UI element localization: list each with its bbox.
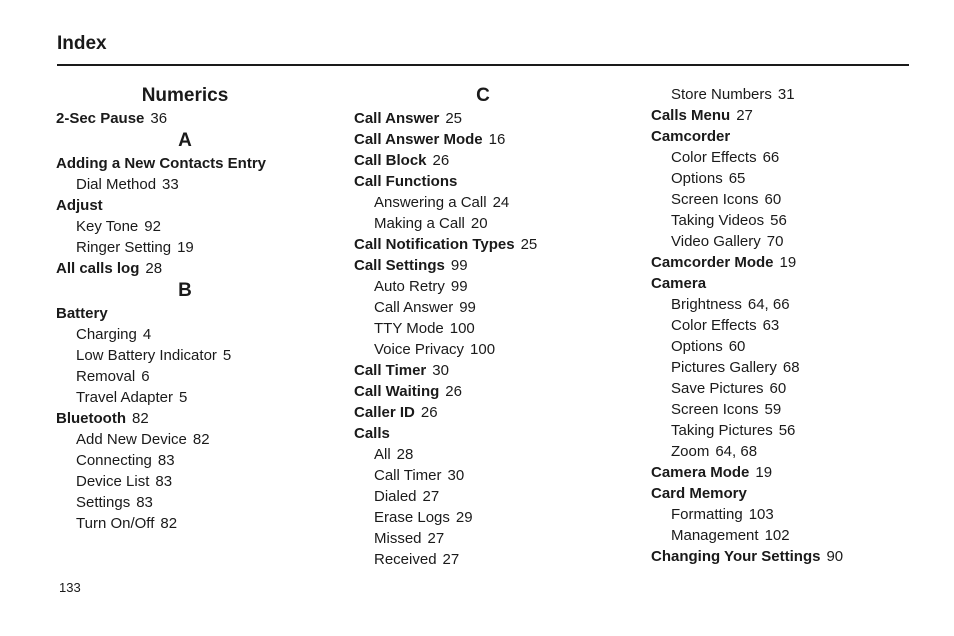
index-entry <box>651 483 941 504</box>
index-subentry <box>651 399 941 420</box>
index-term: Charging <box>76 326 137 343</box>
index-page-ref: 28 <box>396 446 414 463</box>
index-entry <box>354 150 644 171</box>
index-entry <box>354 402 644 423</box>
index-term: Voice Privacy <box>374 341 465 358</box>
index-entry <box>354 129 644 150</box>
index-term: Making a Call <box>374 215 465 232</box>
index-term: All <box>374 446 391 463</box>
index-page-ref: 29 <box>455 509 473 526</box>
index-subentry <box>354 549 644 570</box>
index-subentry <box>56 429 346 450</box>
index-term: Zoom <box>671 443 710 460</box>
index-page-ref: 102 <box>764 527 790 544</box>
index-term: Dial Method <box>76 176 157 193</box>
index-page-ref: 16 <box>488 131 506 148</box>
index-term: Color Effects <box>671 317 757 334</box>
index-section-heading: C <box>476 85 490 106</box>
index-entry <box>56 108 346 129</box>
index-term: Call Timer <box>374 467 442 484</box>
index-subentry <box>56 174 346 195</box>
index-section-heading: A <box>178 130 192 151</box>
index-term: Call Waiting <box>354 383 440 400</box>
header-rule <box>57 64 909 66</box>
index-term: Call Notification Types <box>354 236 515 253</box>
index-term: Removal <box>76 368 136 385</box>
index-page-ref: 33 <box>162 176 179 193</box>
index-subentry <box>651 315 941 336</box>
index-page-ref: 6 <box>141 368 150 385</box>
index-subentry <box>56 216 346 237</box>
index-page-ref: 27 <box>422 488 440 505</box>
index-page-ref: 60 <box>764 191 782 208</box>
index-term: Key Tone <box>76 218 139 235</box>
index-subentry <box>56 324 346 345</box>
index-page-ref: 26 <box>445 383 462 400</box>
index-subentry <box>651 336 941 357</box>
index-page-ref: 30 <box>432 362 449 379</box>
index-subentry <box>651 420 941 441</box>
index-term: Color Effects <box>671 149 757 166</box>
index-subentry <box>354 213 644 234</box>
index-term: Pictures Gallery <box>671 359 777 376</box>
index-term: Taking Videos <box>671 212 765 229</box>
index-page-ref: 82 <box>131 410 149 427</box>
index-term: Battery <box>56 305 108 322</box>
index-term: Camera Mode <box>651 464 750 481</box>
index-subentry <box>651 357 941 378</box>
index-subentry <box>354 465 644 486</box>
index-term: Screen Icons <box>671 401 759 418</box>
index-page-ref: 24 <box>492 194 510 211</box>
index-entry <box>651 273 941 294</box>
index-subentry <box>56 492 346 513</box>
index-entry <box>56 408 346 429</box>
index-column-1 <box>56 84 346 534</box>
index-page-ref: 30 <box>447 467 465 484</box>
index-term: Changing Your Settings <box>651 548 821 565</box>
index-page-ref: 100 <box>449 320 475 337</box>
index-term: Call Block <box>354 152 427 169</box>
index-subentry <box>651 168 941 189</box>
index-page-ref: 82 <box>192 431 210 448</box>
index-page-ref: 5 <box>222 347 232 364</box>
index-entry <box>354 381 644 402</box>
index-page-ref: 70 <box>766 233 784 250</box>
index-term: Dialed <box>374 488 417 505</box>
index-subentry <box>354 318 644 339</box>
index-term: Connecting <box>76 452 152 469</box>
index-page-ref: 60 <box>769 380 787 397</box>
index-term: Calls <box>354 425 390 442</box>
index-entry <box>354 360 644 381</box>
index-page-ref: 65 <box>728 170 746 187</box>
index-term: Ringer Setting <box>76 239 172 256</box>
page-number: 133 <box>59 580 81 595</box>
index-term: Camera <box>651 275 707 292</box>
index-page-ref: 27 <box>442 551 460 568</box>
index-subentry <box>354 486 644 507</box>
index-page-ref: 60 <box>728 338 746 355</box>
index-subentry <box>651 525 941 546</box>
index-subentry <box>56 237 346 258</box>
index-term: Adjust <box>56 197 103 214</box>
index-term: Store Numbers <box>671 86 772 103</box>
index-entry <box>651 105 941 126</box>
index-page-ref: 92 <box>144 218 161 235</box>
index-page-ref: 27 <box>427 530 445 547</box>
index-subentry <box>354 528 644 549</box>
index-subentry <box>56 450 346 471</box>
index-term: Formatting <box>671 506 743 523</box>
index-entry <box>354 108 644 129</box>
index-subentry <box>354 297 644 318</box>
index-entry <box>56 258 346 279</box>
index-term: Options <box>671 170 723 187</box>
index-subentry <box>56 387 346 408</box>
index-subentry <box>651 84 941 105</box>
index-term: Card Memory <box>651 485 747 502</box>
index-page-ref: 26 <box>420 404 438 421</box>
index-term: Call Timer <box>354 362 427 379</box>
index-term: Low Battery Indicator <box>76 347 217 364</box>
index-subentry <box>56 471 346 492</box>
index-page-ref: 64, 68 <box>715 443 758 460</box>
index-page-ref: 68 <box>782 359 800 376</box>
index-page-ref: 66 <box>762 149 780 166</box>
index-term: Call Answer <box>374 299 454 316</box>
index-subentry <box>354 507 644 528</box>
index-term: All calls log <box>56 260 140 277</box>
index-term: Answering a Call <box>374 194 487 211</box>
index-column-3 <box>651 84 941 567</box>
index-page-ref: 63 <box>762 317 780 334</box>
index-page-ref: 90 <box>826 548 844 565</box>
index-page-ref: 27 <box>736 107 753 124</box>
index-page-ref: 83 <box>136 494 153 511</box>
index-subentry <box>354 192 644 213</box>
index-term: Settings <box>76 494 131 511</box>
index-term: Camcorder Mode <box>651 254 774 271</box>
index-term: Video Gallery <box>671 233 761 250</box>
index-term: Brightness <box>671 296 742 313</box>
index-term: Turn On/Off <box>76 515 155 532</box>
index-page-ref: 31 <box>777 86 795 103</box>
index-subentry <box>651 441 941 462</box>
index-subentry <box>651 504 941 525</box>
index-subentry <box>354 444 644 465</box>
index-page-ref: 83 <box>155 473 173 490</box>
index-subentry <box>56 366 346 387</box>
page-title: Index <box>57 33 107 54</box>
index-term: Bluetooth <box>56 410 126 427</box>
index-subentry <box>651 189 941 210</box>
index-entry <box>354 423 644 444</box>
index-subentry <box>56 513 346 534</box>
index-entry <box>56 153 346 174</box>
index-entry <box>354 171 644 192</box>
index-page-ref: 5 <box>179 389 188 406</box>
index-term: Auto Retry <box>374 278 445 295</box>
index-page-ref: 19 <box>177 239 194 256</box>
index-entry <box>354 255 644 276</box>
index-page-ref: 4 <box>142 326 152 343</box>
index-page-ref: 103 <box>748 506 774 523</box>
index-term: Call Functions <box>354 173 458 190</box>
index-term: Call Answer <box>354 110 440 127</box>
index-term: Taking Pictures <box>671 422 773 439</box>
index-term: 2-Sec Pause <box>56 110 145 127</box>
index-term: Caller ID <box>354 404 415 421</box>
index-page-ref: 59 <box>764 401 782 418</box>
index-term: Screen Icons <box>671 191 759 208</box>
index-term: Management <box>671 527 759 544</box>
index-subentry <box>651 294 941 315</box>
index-term: Camcorder <box>651 128 731 145</box>
index-term: Options <box>671 338 723 355</box>
index-column-2 <box>354 84 644 570</box>
index-term: Save Pictures <box>671 380 764 397</box>
index-page-ref: 28 <box>145 260 163 277</box>
index-term: Calls Menu <box>651 107 731 124</box>
index-subentry <box>354 339 644 360</box>
index-entry <box>651 462 941 483</box>
index-page-ref: 20 <box>470 215 488 232</box>
index-entry <box>56 195 346 216</box>
index-subentry <box>651 231 941 252</box>
index-term: Call Settings <box>354 257 445 274</box>
index-term: Erase Logs <box>374 509 450 526</box>
index-page-ref: 25 <box>445 110 462 127</box>
index-term: Device List <box>76 473 150 490</box>
index-subentry <box>651 378 941 399</box>
index-subentry <box>651 147 941 168</box>
index-page-ref: 99 <box>450 278 468 295</box>
index-term: Travel Adapter <box>76 389 173 406</box>
index-page-ref: 82 <box>160 515 178 532</box>
index-term: Add New Device <box>76 431 187 448</box>
index-term: TTY Mode <box>374 320 444 337</box>
index-page-ref: 25 <box>520 236 538 253</box>
index-page-ref: 99 <box>450 257 468 274</box>
index-page-ref: 83 <box>157 452 175 469</box>
index-page-ref: 19 <box>779 254 797 271</box>
index-page-ref: 26 <box>432 152 450 169</box>
index-subentry <box>354 276 644 297</box>
index-page-ref: 64, 66 <box>747 296 790 313</box>
index-page-ref: 100 <box>470 341 496 358</box>
index-term: Missed <box>374 530 422 547</box>
index-page-ref: 36 <box>150 110 168 127</box>
index-entry <box>651 546 941 567</box>
index-entry <box>651 126 941 147</box>
index-entry <box>651 252 941 273</box>
index-term: Adding a New Contacts Entry <box>56 155 267 172</box>
index-entry <box>56 303 346 324</box>
index-subentry <box>651 210 941 231</box>
index-page-ref: 56 <box>778 422 796 439</box>
index-page-ref: 19 <box>755 464 773 481</box>
index-subentry <box>56 345 346 366</box>
index-page-ref: 99 <box>459 299 476 316</box>
index-section-heading: B <box>178 280 192 301</box>
index-term: Received <box>374 551 437 568</box>
index-entry <box>354 234 644 255</box>
index-term: Call Answer Mode <box>354 131 483 148</box>
index-section-heading: Numerics <box>141 85 229 106</box>
index-page-ref: 56 <box>770 212 787 229</box>
